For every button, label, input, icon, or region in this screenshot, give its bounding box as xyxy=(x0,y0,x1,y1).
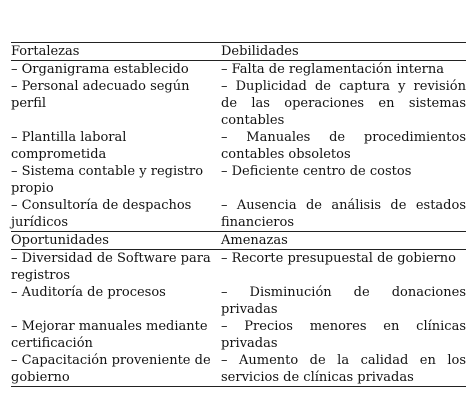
weakness-item: – Duplicidad de captura y revisión de las operaciones en sistemas contables xyxy=(221,79,466,128)
threat-item: – Precios menores en clínicas privadas xyxy=(221,319,466,351)
opportunity-item: – Capacitación proveniente de gobierno xyxy=(11,352,221,387)
header-row-bottom xyxy=(11,232,466,250)
threat-item: – Recorte presupuestal de gobierno xyxy=(221,251,456,266)
opportunity-item: – Diversidad de Software para registros xyxy=(11,251,211,283)
strengths-header: Fortalezas xyxy=(11,43,221,61)
weakness-item: – Manuales de procedimientos contables obsoletos xyxy=(221,130,466,162)
opportunities-header: Oportunidades xyxy=(11,232,221,250)
weakness-item: – Deficiente centro de costos xyxy=(221,164,412,179)
table-row xyxy=(11,61,466,79)
strength-item: – Sistema contable y registro propio xyxy=(11,164,204,196)
threats-header: Amenazas xyxy=(221,232,466,250)
opportunity-item: – Auditoría de procesos xyxy=(11,285,166,300)
table-row xyxy=(11,318,466,352)
weaknesses-header: Debilidades xyxy=(221,43,466,61)
swot-table xyxy=(11,42,466,387)
opportunity-item: – Mejorar manuales mediante certificación xyxy=(11,319,208,351)
strength-item: – Personal adecuado según perfil xyxy=(11,79,190,111)
weakness-item: – Ausencia de análisis de estados financieros xyxy=(221,198,466,230)
weakness-item: – Falta de reglamentación interna xyxy=(221,62,444,77)
strength-item: – Organigrama establecido xyxy=(11,62,189,77)
table-row xyxy=(11,284,466,318)
threat-item: – Disminución de donaciones privadas xyxy=(221,285,466,317)
table-row xyxy=(11,352,466,387)
table-row xyxy=(11,129,466,163)
table-row xyxy=(11,250,466,285)
table-row xyxy=(11,197,466,232)
strength-item: – Consultoría de despachos jurídicos xyxy=(11,197,221,232)
threat-item: – Aumento de la calidad en los servicios de clínicas privadas xyxy=(221,353,466,385)
table-row xyxy=(11,163,466,197)
table-row xyxy=(11,78,466,129)
strength-item: – Plantilla laboral comprometida xyxy=(11,130,127,162)
header-row-top xyxy=(11,43,466,61)
